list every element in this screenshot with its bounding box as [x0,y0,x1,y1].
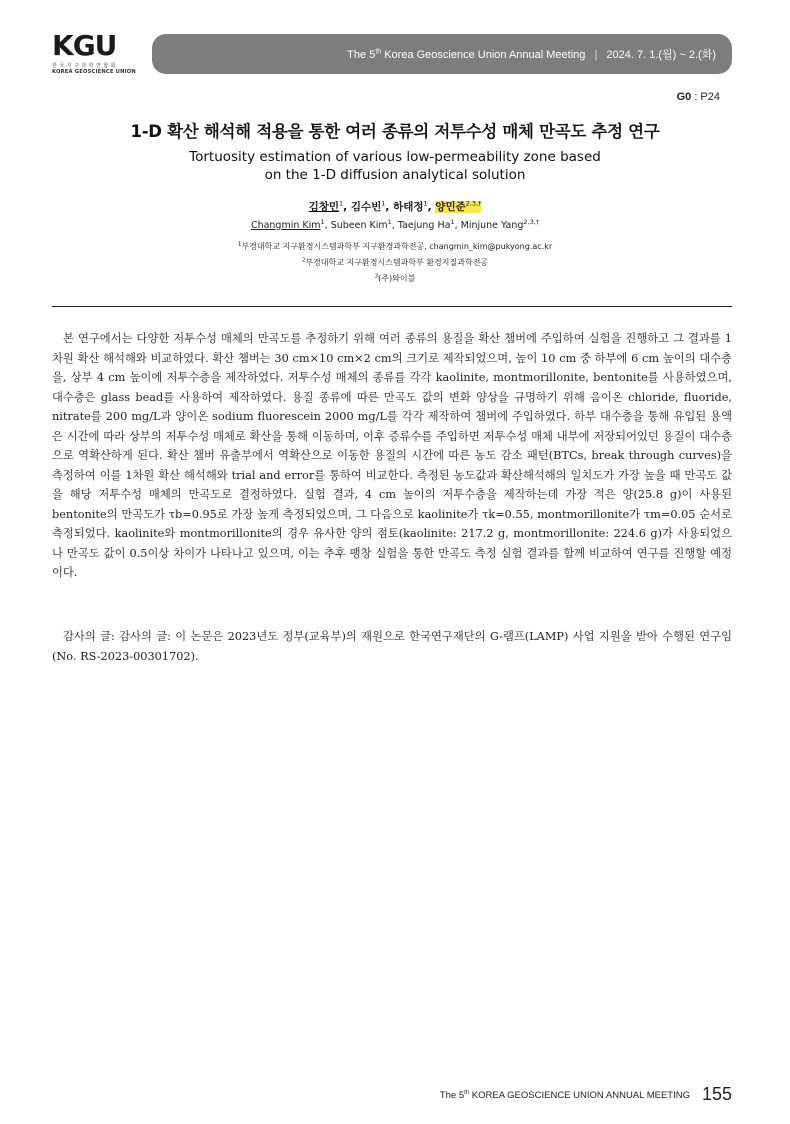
authors-korean: 김창민$^1$, 김수빈$^1$, 하태정$^1$, 양민준$^{2,3,\dagger}$ [308,199,482,213]
header-bar [152,34,732,74]
author-ko-name: 양민준 [435,201,466,213]
session-code-label: G0 [676,91,692,103]
header-separator: | [594,49,598,61]
header-meeting-info [347,46,716,62]
session-code-page: : P24 [694,91,720,103]
affiliation-3 [0,273,790,284]
authors-english: Changmin Kim$^1$, Subeen Kim$^1$, Taejung Ha$^1$, Minjune Yang$^{2,3,\dagger}$ [250,218,540,232]
title-english-line2: on the 1-D diffusion analytical solution [264,167,526,183]
header-meeting-name: Korea Geoscience Union Annual Meeting [384,49,586,61]
author-ko-sup: 1 [423,199,428,208]
acknowledgement: 감사의 글: 감사의 글: 이 논문은 2023년도 정부(교육부)의 재원으로 한국연구재단의 G-램프(LAMP) 사업 지원을 받아 수행된 연구임(No. RS-2023-00301702). [52,630,732,663]
affiliation-sup: 3 [374,273,379,280]
affiliation-1 [0,241,790,252]
header-dates: 2024. 7. 1.(월) ~ 2.(화) [606,49,716,61]
title-english [0,148,790,184]
affiliation-text: (주)와이블 [378,274,416,283]
affiliation-text: 부경대학교 지구환경시스템과학부 지구환경과학전공, changmin_kim@pukyong.ac.kr [241,242,553,251]
author-ko-name: 하태정 [393,201,424,213]
logo-mark: KGU [52,29,117,62]
affiliation-text: 부경대학교 지구환경시스템과학부 환경지질과학전공 [305,258,489,267]
divider [52,306,732,307]
footer-meeting-name: KOREA GEOSCIENCE UNION ANNUAL MEETING [471,1090,690,1102]
author-en-sup: 1 [450,218,455,226]
author-en-name: Minjune Yang [460,220,524,232]
author-en-name: Taejung Ha [397,220,451,232]
page-number: 155 [701,1084,732,1104]
author-en-sup: 1 [387,218,392,226]
footer-prefix: The 5 [439,1090,465,1102]
title-english-line1: Tortuosity estimation of various low-permeability zone based [189,149,601,165]
title-korean: 1-D 확산 해석해 적용을 통한 여러 종류의 저투수성 매체 만곡도 추정 연구 [130,122,660,141]
affiliation-sup: 2 [301,257,306,264]
logo-subtitle-ko: 한국지구과학연합회 [52,63,118,69]
author-en-sup: 2,3,† [523,218,540,226]
author-en-name: Changmin Kim [250,220,321,232]
author-ko-name: 김수빈 [350,201,382,213]
logo-subtitle-en: KOREA GEOSCIENCE UNION [52,69,136,75]
author-en-name: Subeen Kim [330,220,388,232]
affiliation-2 [0,257,790,268]
header-prefix: The 5 [347,49,376,61]
author-ko-name: 김창민 [308,201,340,213]
footer-ordinal: th [464,1090,470,1096]
author-ko-sup: 1 [339,199,344,208]
corresponding-author-ko [435,201,481,213]
footer-meeting [440,1090,690,1101]
affiliation-sup: 1 [237,241,242,248]
author-ko-sup: 2,3,† [465,199,482,208]
author-en-sup: 1 [320,218,325,226]
header-ordinal: th [375,48,382,56]
session-code [677,91,720,103]
author-ko-sup: 1 [381,199,386,208]
kgu-logo [52,29,144,78]
abstract-body: 본 연구에서는 다양한 저투수성 매체의 만곡도를 추정하기 위해 여러 종류의 용질을 확산 챔버에 주입하여 실험을 진행하고 그 결과를 1차원 확산 해석해와 비교하였다. 확산 챔버는 30 cm×10 cm×2 cm의 크기로 제작되었으며, 높이 10 cm 중 하부에 6 cm 높이의 대수층을, 상부 4 cm 높이에 저투수층을 제작하였다. 저투수성 매체의 종류를 각각 kaolinite, montmorillonite, bentonite를 사용하였으며, 대수층은 glass bead를 사용하여 제작하였다. 용질 종류에 따른 만곡도 값의 변화 양상을 규명하기 위해 음이온 chloride, fluoride, nitrate를 200 mg/L과 양이온 sodium fluorescein 2000 mg/L를 각각 제작하여 챔버에 주입하였다. 하부 대수층을 통해 유입된 용액은 시간에 따라 상부의 저투수성 매체로 확산을 통해 이동하며, 이후 증류수를 주입하면 저투수성 매체 내부에 저장되어있던 용질이 대수층으로 역확산하게 된다. 확산 챔버 유출부에서 역확산으로 이동한 용질의 시간에 따른 농도 감소 패턴(BTCs, break through curves)을 측정하여 이를 1차원 확산 해석해와 trial and error를 통하여 비교한다. 측정된 농도값과 확산해석해의 일치도가 가장 높을 때 만곡도 값을 해당 저투수성 매체의 만곡도로 결정하였다. 실험 결과, 4 cm 높이의 저투수층을 제작하는데 가장 적은 양(25.8 g)이 사용된 bentonite의 만곡도가 τb=0.95로 가장 높게 측정되었으며, 그 다음으로 kaolinite가 τk=0.55, montmorillonite가 τm=0.05 순서로 측정되었다. kaolinite와 montmorillonite의 경우 유사한 양의 점토(kaolinite: 217.2 g, montmorillonite: 224.6 g)가 사용되었으나 만곡도 값이 0.5이상 차이가 나타나고 있으며, 이는 추후 팽창 실험을 통한 만곡도 측정 실험 결과를 함께 비교하여 연구를 진행할 예정이다. [52,332,732,579]
